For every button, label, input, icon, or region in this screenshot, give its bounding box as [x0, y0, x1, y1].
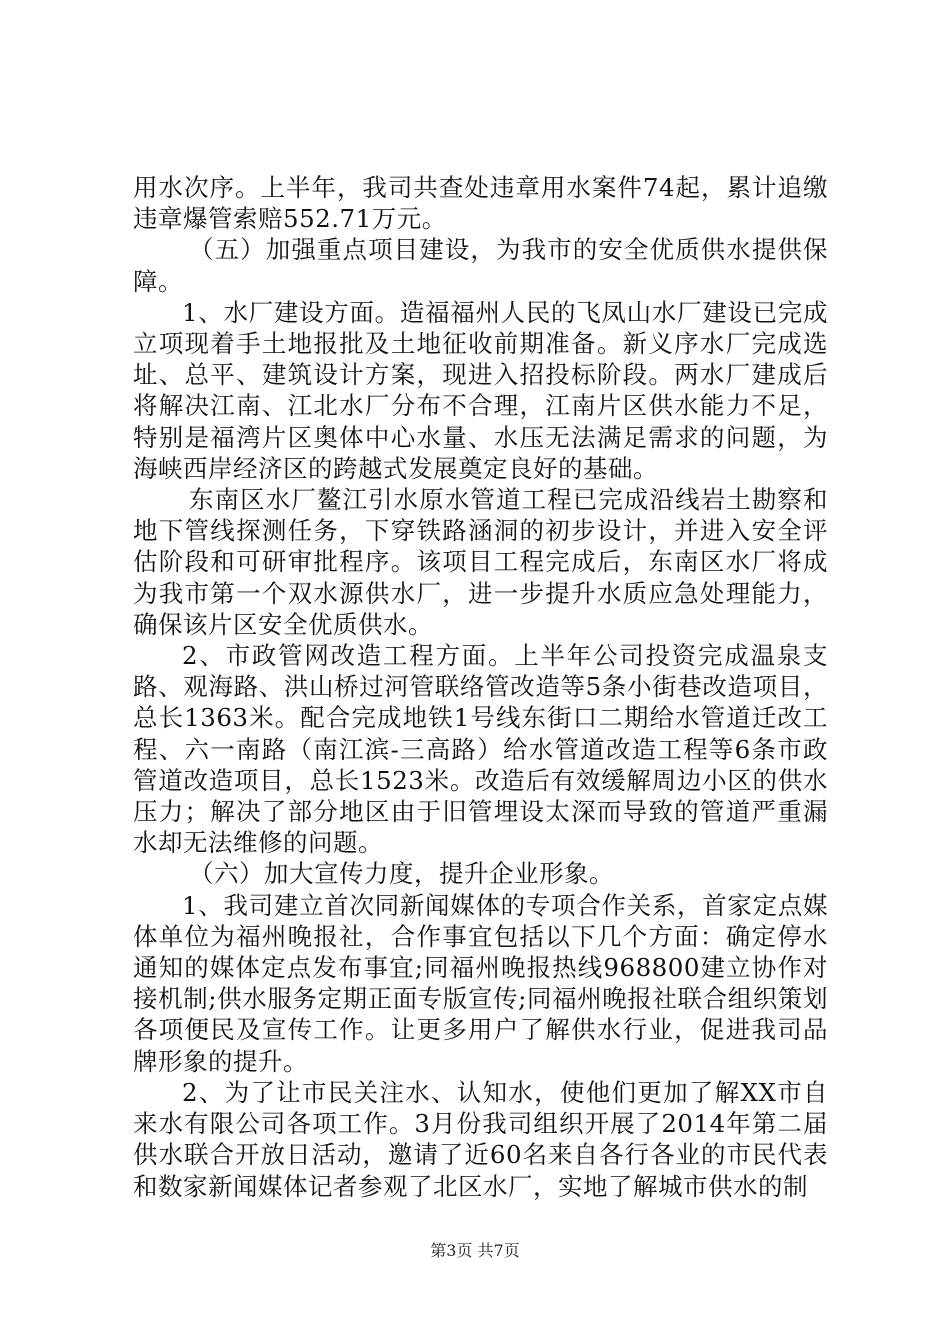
paragraph-7: 1、我司建立首次同新闻媒体的专项合作关系，首家定点媒体单位为福州晚报社，合作事宜包括以下几个方面：确定停水通知的媒体定点发布事宜;同福州晚报热线968800建立协作对接机制;供水服务定期正面专版宣传;同福州晚报社联合组织策划各项便民及宣传工作。让更多用户了解供水行业，促进我司品牌形象的提升。	[133, 890, 828, 1076]
paragraph-5: 2、市政管网改造工程方面。上半年公司投资完成温泉支路、观海路、洪山桥过河管联络管改造等5条小街巷改造项目，总长1363米。配合完成地铁1号线东街口二期给水管道迁改工程、六一南路（南江滨-三高路）给水管道改造工程等6条市政管道改造项目，总长1523米。改造后有效缓解周边小区的供水压力；解决了部分地区由于旧管埋设太深而导致的管道严重漏水却无法维修的问题。	[133, 641, 828, 858]
paragraph-1: 用水次序。上半年，我司共查处违章用水案件74起，累计追缴违章爆管索赔552.71万元。	[133, 173, 828, 234]
paragraph-3: 1、水厂建设方面。造福福州人民的飞凤山水厂建设已完成立项现着手土地报批及土地征收前期准备。新义序水厂完成选址、总平、建筑设计方案，现进入招投标阶段。两水厂建成后将解决江南、江北水厂分布不合理，江南片区供水能力不足，特别是福湾片区奥体中心水量、水压无法满足需求的问题，为海峡西岸经济区的跨越式发展奠定良好的基础。	[133, 297, 828, 483]
page-footer: 第3页 共7页	[430, 1241, 520, 1260]
document-body	[133, 172, 828, 1202]
section-heading-6: （六）加大宣传力度，提升企业形象。	[189, 859, 614, 889]
paragraph-8: 2、为了让市民关注水、认知水，使他们更加了解XX市自来水有限公司各项工作。3月份我司组织开展了2014年第二届供水联合开放日活动，邀请了近60名来自各行各业的市民代表和数家新闻媒体记者参观了北区水厂，实地了解城市供水的制	[133, 1077, 828, 1201]
section-heading-5: （五）加强重点项目建设，为我市的安全优质供水提供保障。	[133, 235, 828, 296]
paragraph-4: 东南区水厂鳌江引水原水管道工程已完成沿线岩土勘察和地下管线探测任务，下穿铁路涵洞的初步设计，并进入安全评估阶段和可研审批程序。该项目工程完成后，东南区水厂将成为我市第一个双水源供水厂，进一步提升水质应急处理能力，确保该片区安全优质供水。	[133, 485, 828, 639]
